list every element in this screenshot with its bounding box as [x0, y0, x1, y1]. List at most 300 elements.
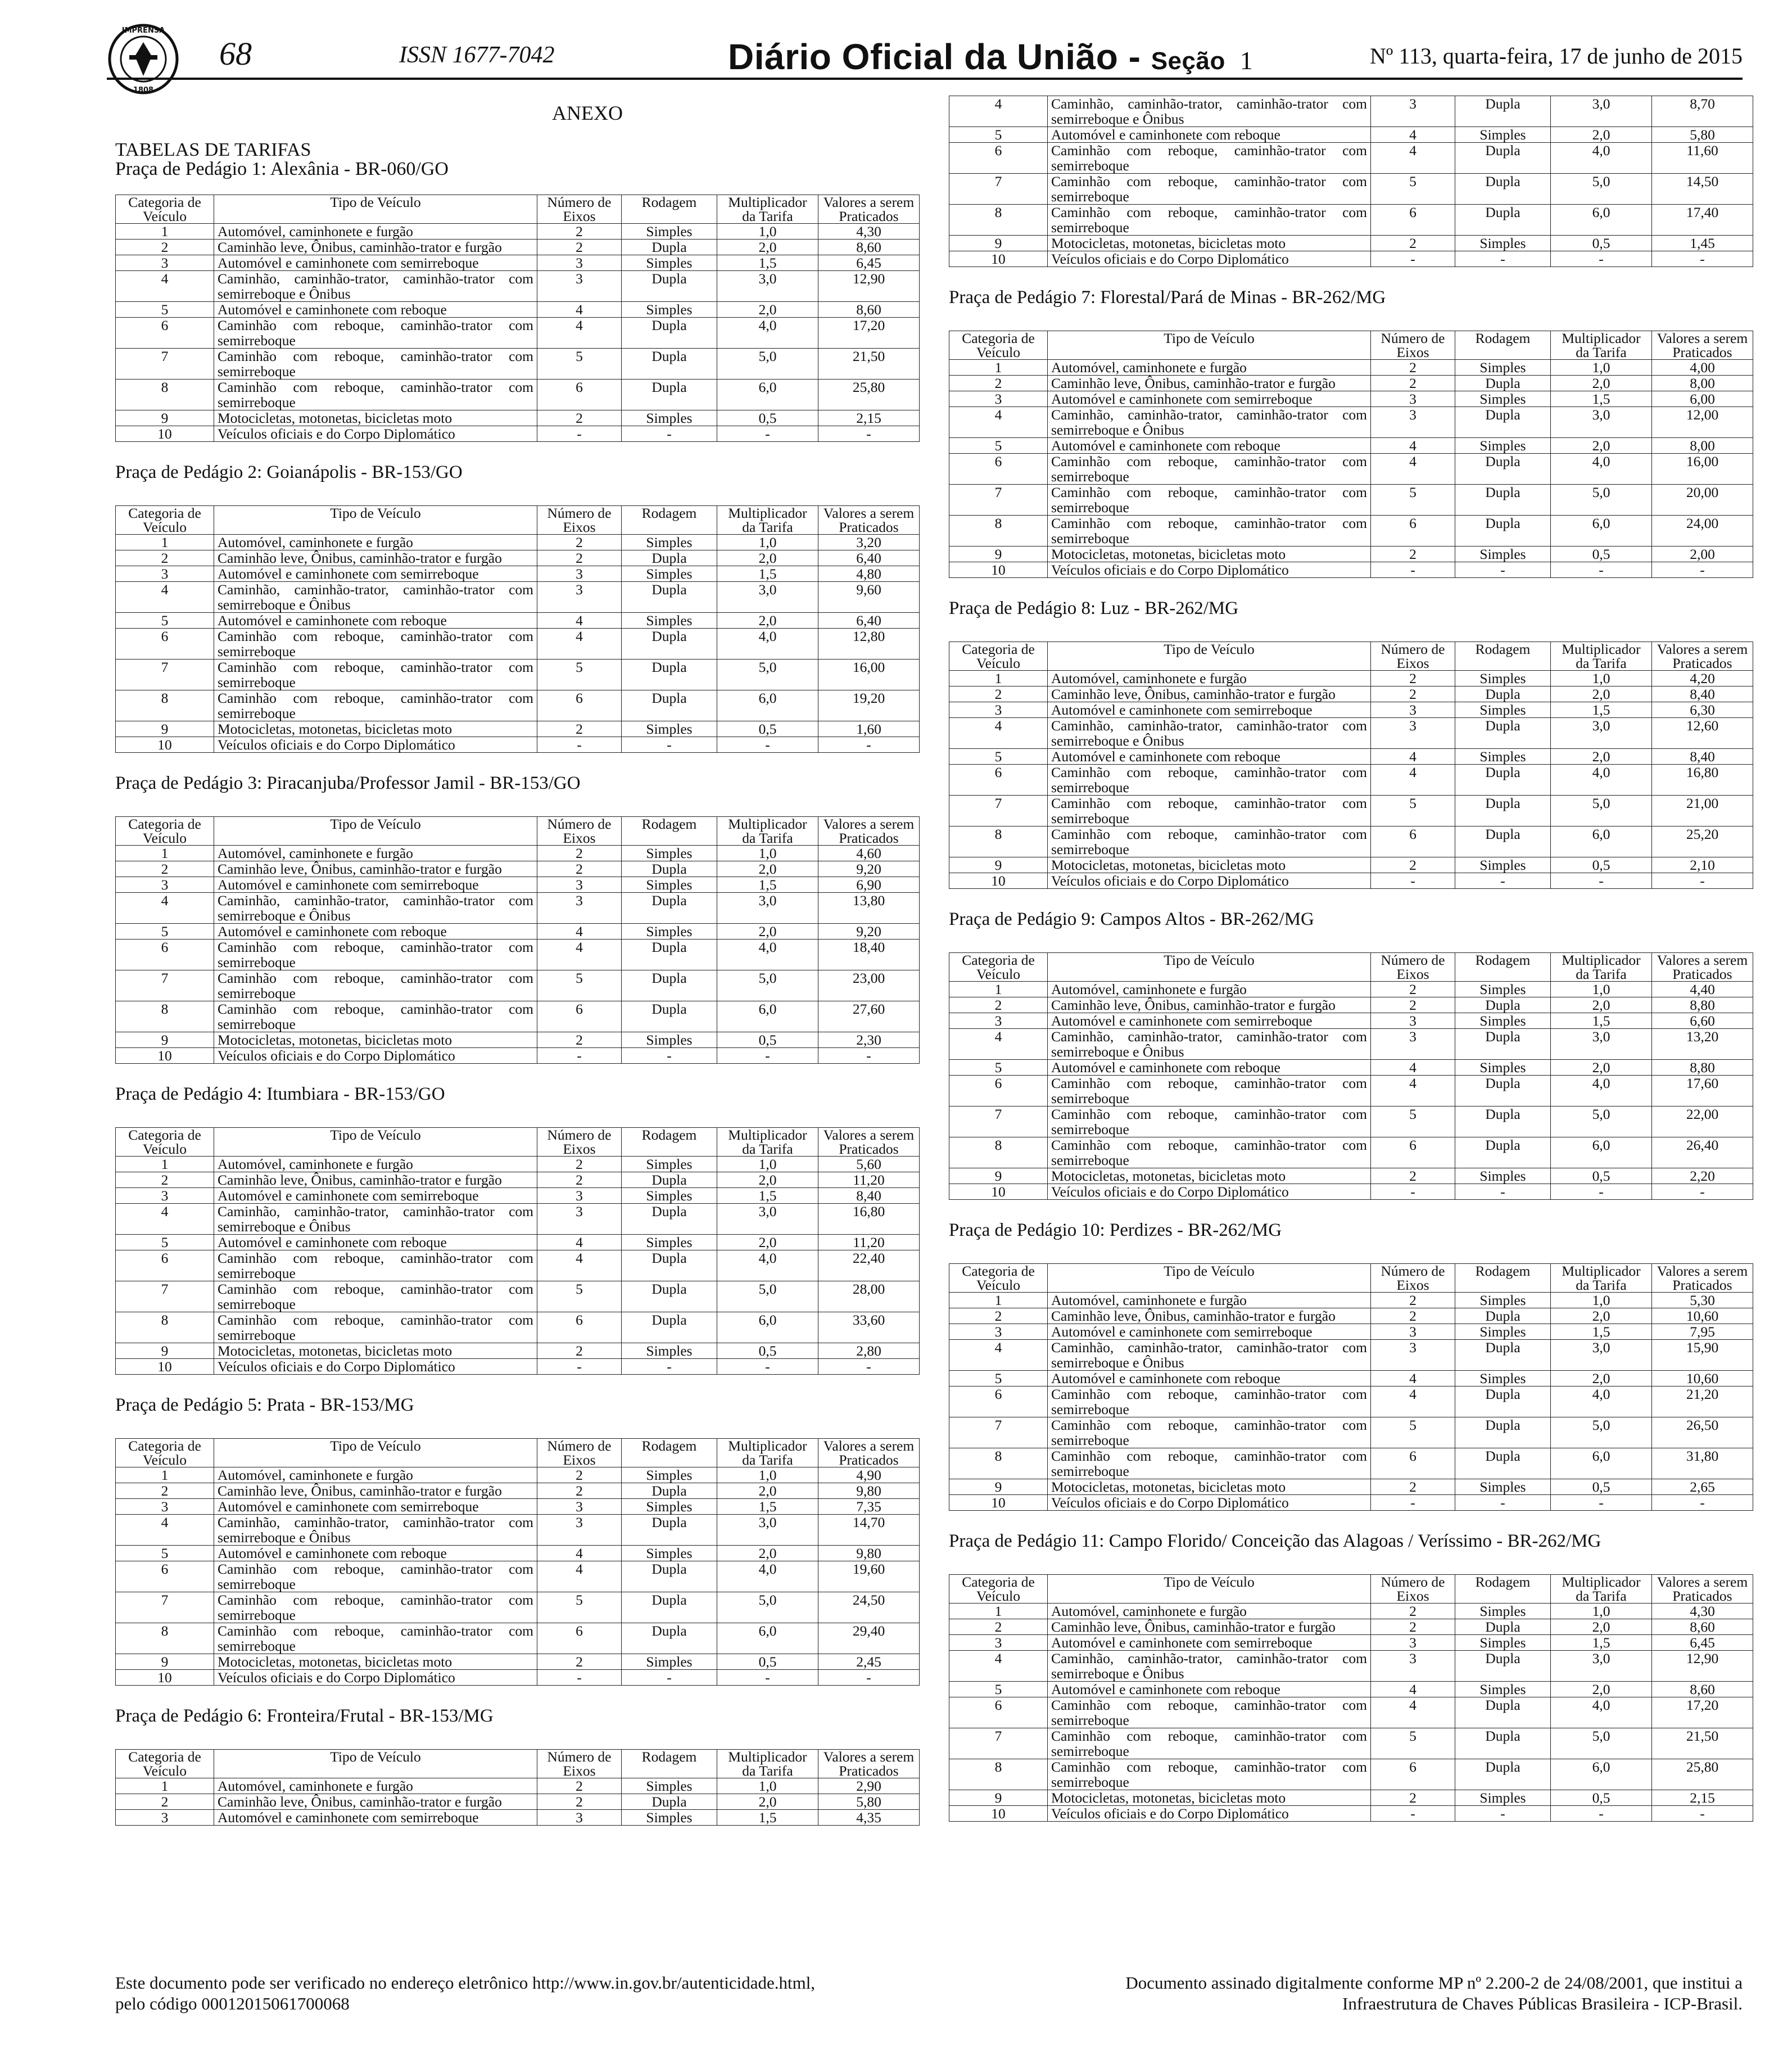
footer-signature-line-2: Infraestrutura de Chaves Públicas Brasileira - ICP-Brasil. [1342, 1994, 1743, 2013]
multiplier-cell: 5,0 [1551, 1728, 1652, 1759]
vehicle-type-cell: Caminhão com reboque, caminhão-trator com semirreboque [214, 380, 537, 410]
section-label: Seção [1151, 47, 1225, 75]
multiplier-cell: 1,5 [717, 566, 818, 582]
axles-cell: 2 [537, 1157, 622, 1172]
category-cell: 5 [116, 613, 214, 629]
vehicle-type-cell: Caminhão leve, Ônibus, caminhão-trator e furgão [1048, 686, 1371, 702]
wheels-cell: Simples [622, 1343, 717, 1359]
category-cell: 6 [949, 1697, 1048, 1728]
multiplier-header: Multiplicador da Tarifa [717, 1750, 818, 1778]
vehicle-type-cell: Motocicletas, motonetas, bicicletas moto [214, 1343, 537, 1359]
axles-cell: 3 [1371, 702, 1455, 718]
toll-table-plaza-1 [115, 195, 920, 442]
axles-cell: 5 [1371, 1728, 1455, 1759]
table-row [116, 1001, 920, 1032]
table-row [949, 1137, 1753, 1168]
axles-cell: 2 [1371, 1293, 1455, 1308]
value-cell: 8,60 [818, 302, 920, 318]
axles-cell: 6 [1371, 1448, 1455, 1479]
wheels-cell: Simples [622, 1654, 717, 1670]
value-cell: 5,80 [818, 1794, 920, 1810]
multiplier-cell: 2,0 [1551, 376, 1652, 391]
axles-cell: 3 [537, 893, 622, 924]
svg-text:IMPRENSA: IMPRENSA [121, 26, 165, 35]
axles-header: Número de Eixos [1371, 642, 1455, 671]
category-cell: 4 [949, 1651, 1048, 1682]
category-header: Categoria de Veículo [116, 1128, 214, 1157]
value-cell: 24,00 [1652, 516, 1753, 546]
table-row [949, 857, 1753, 873]
multiplier-header: Multiplicador da Tarifa [1551, 1264, 1652, 1293]
table-row [949, 516, 1753, 546]
wheels-cell: Simples [1455, 1168, 1551, 1184]
axles-cell: 4 [1371, 1386, 1455, 1417]
wheels-cell: Simples [622, 1499, 717, 1515]
category-cell: 9 [949, 1479, 1048, 1495]
main-title-block [115, 141, 919, 179]
wheels-cell: Dupla [1455, 485, 1551, 516]
vehicle-type-cell: Caminhão leve, Ônibus, caminhão-trator e furgão [214, 861, 537, 877]
value-cell: 2,65 [1652, 1479, 1753, 1495]
value-cell: - [1652, 562, 1753, 578]
multiplier-cell: 3,0 [1551, 96, 1652, 127]
multiplier-cell: 0,5 [1551, 1168, 1652, 1184]
table-row [949, 1293, 1753, 1308]
value-cell: 7,35 [818, 1499, 920, 1515]
wheels-cell: Dupla [622, 380, 717, 410]
axles-cell: 4 [537, 1546, 622, 1561]
table-header-row [949, 642, 1753, 671]
value-cell: 2,00 [1652, 546, 1753, 562]
wheels-header: Rodagem [622, 1128, 717, 1157]
axles-cell: 5 [537, 1281, 622, 1312]
vehicle-type-cell: Caminhão leve, Ônibus, caminhão-trator e furgão [214, 1794, 537, 1810]
category-cell: 6 [949, 454, 1048, 485]
vehicle-type-cell: Caminhão, caminhão-trator, caminhão-trator com semirreboque e Ônibus [214, 893, 537, 924]
wheels-cell: - [1455, 1495, 1551, 1511]
multiplier-cell: 0,5 [717, 410, 818, 426]
toll-table-plaza-10 [949, 1263, 1753, 1511]
value-cell: 5,60 [818, 1157, 920, 1172]
axles-cell: 2 [1371, 1604, 1455, 1619]
multiplier-header: Multiplicador da Tarifa [1551, 642, 1652, 671]
multiplier-cell: 3,0 [717, 271, 818, 302]
wheels-cell: Dupla [622, 1483, 717, 1499]
vehicle-type-cell: Caminhão, caminhão-trator, caminhão-trator com semirreboque e Ônibus [214, 1515, 537, 1546]
imprensa-nacional-seal-icon [107, 22, 180, 96]
table-row [949, 1013, 1753, 1029]
table-row [949, 826, 1753, 857]
wheels-header: Rodagem [1455, 331, 1551, 360]
multiplier-cell: 6,0 [717, 690, 818, 721]
value-cell: 4,00 [1652, 360, 1753, 376]
vehicle-type-cell: Motocicletas, motonetas, bicicletas moto [1048, 1168, 1371, 1184]
vehicle-type-cell: Motocicletas, motonetas, bicicletas moto [1048, 857, 1371, 873]
wheels-cell: Dupla [622, 318, 717, 349]
table-row [116, 1499, 920, 1515]
vehicle-type-cell: Motocicletas, motonetas, bicicletas moto [1048, 1790, 1371, 1806]
table-row [949, 1806, 1753, 1822]
axles-cell: 3 [537, 566, 622, 582]
axles-cell: 2 [537, 1032, 622, 1048]
axles-cell: 2 [1371, 376, 1455, 391]
table-row [949, 982, 1753, 997]
category-header: Categoria de Veículo [949, 331, 1048, 360]
category-cell: 1 [116, 1157, 214, 1172]
table-row [949, 174, 1753, 205]
wheels-cell: - [622, 426, 717, 442]
table-row [949, 236, 1753, 251]
axles-header: Número de Eixos [537, 195, 622, 224]
category-cell: 10 [949, 1806, 1048, 1822]
multiplier-cell: 3,0 [1551, 1340, 1652, 1371]
table-row [116, 1794, 920, 1810]
category-cell: 2 [949, 997, 1048, 1013]
category-cell: 8 [116, 1623, 214, 1654]
vehicle-type-cell: Automóvel, caminhonete e furgão [1048, 1293, 1371, 1308]
value-cell: 23,00 [818, 970, 920, 1001]
vehicle-type-cell: Caminhão com reboque, caminhão-trator com semirreboque [1048, 1106, 1371, 1137]
table-header-row [116, 1750, 920, 1778]
toll-table-plaza-4 [115, 1127, 920, 1375]
multiplier-cell: 1,5 [717, 255, 818, 271]
category-header: Categoria de Veículo [949, 953, 1048, 982]
table-row [949, 391, 1753, 407]
multiplier-cell: 2,0 [717, 302, 818, 318]
vehicle-type-cell: Motocicletas, motonetas, bicicletas moto [214, 1032, 537, 1048]
vehicle-type-cell: Automóvel e caminhonete com reboque [1048, 127, 1371, 143]
category-cell: 8 [116, 1001, 214, 1032]
value-cell: 21,50 [1652, 1728, 1753, 1759]
vehicle-type-cell: Automóvel e caminhonete com reboque [214, 613, 537, 629]
vehicle-type-cell: Caminhão leve, Ônibus, caminhão-trator e furgão [214, 1483, 537, 1499]
value-cell: 31,80 [1652, 1448, 1753, 1479]
vehicle-type-cell: Automóvel, caminhonete e furgão [1048, 671, 1371, 686]
vehicle-type-cell: Automóvel e caminhonete com reboque [214, 302, 537, 318]
table-row [949, 702, 1753, 718]
plaza-1-title: Praça de Pedágio 1: Alexânia - BR-060/GO [115, 159, 449, 179]
vehicle-type-header: Tipo de Veículo [214, 195, 537, 224]
table-row [949, 718, 1753, 749]
vehicle-type-cell: Automóvel e caminhonete com reboque [214, 1546, 537, 1561]
table-row [949, 1682, 1753, 1697]
axles-cell: 2 [1371, 997, 1455, 1013]
category-cell: 4 [116, 1515, 214, 1546]
vehicle-type-cell: Veículos oficiais e do Corpo Diplomático [1048, 562, 1371, 578]
axles-cell: - [1371, 1806, 1455, 1822]
vehicle-type-cell: Caminhão com reboque, caminhão-trator com semirreboque [1048, 516, 1371, 546]
table-row [949, 438, 1753, 454]
axles-cell: - [537, 1670, 622, 1686]
vehicle-type-cell: Veículos oficiais e do Corpo Diplomático [214, 426, 537, 442]
value-cell: 5,80 [1652, 127, 1753, 143]
value-cell: 16,00 [818, 660, 920, 690]
vehicle-type-cell: Automóvel, caminhonete e furgão [214, 1467, 537, 1483]
footer-verification-line-1: Este documento pode ser verificado no endereço eletrônico http://www.in.gov.br/autenticidade.html, [115, 1973, 816, 1993]
multiplier-cell: 5,0 [1551, 1417, 1652, 1448]
wheels-cell: Dupla [1455, 96, 1551, 127]
vehicle-type-header: Tipo de Veículo [214, 506, 537, 535]
table-row [116, 1561, 920, 1592]
wheels-header: Rodagem [1455, 1264, 1551, 1293]
category-header: Categoria de Veículo [116, 1439, 214, 1467]
axles-cell: 4 [1371, 1371, 1455, 1386]
wheels-cell: Simples [1455, 982, 1551, 997]
value-cell: 4,60 [818, 846, 920, 861]
vehicle-type-header: Tipo de Veículo [1048, 1264, 1371, 1293]
vehicle-type-cell: Caminhão com reboque, caminhão-trator com semirreboque [1048, 1448, 1371, 1479]
vehicle-type-cell: Automóvel e caminhonete com semirreboque [214, 1188, 537, 1204]
multiplier-header: Multiplicador da Tarifa [1551, 1575, 1652, 1604]
wheels-cell: - [1455, 873, 1551, 889]
vehicle-type-cell: Caminhão, caminhão-trator, caminhão-trator com semirreboque e Ônibus [1048, 718, 1371, 749]
axles-header: Número de Eixos [1371, 331, 1455, 360]
wheels-cell: Simples [622, 877, 717, 893]
wheels-cell: Dupla [622, 349, 717, 380]
vehicle-type-cell: Caminhão com reboque, caminhão-trator com semirreboque [214, 1592, 537, 1623]
plaza-11-title: Praça de Pedágio 11: Campo Florido/ Conceição das Alagoas / Veríssimo - BR-262/MG [949, 1531, 1601, 1551]
table-header-row [116, 1128, 920, 1157]
multiplier-cell: 0,5 [717, 1343, 818, 1359]
value-cell: 22,40 [818, 1250, 920, 1281]
multiplier-cell: 4,0 [1551, 143, 1652, 174]
table-row [116, 1623, 920, 1654]
table-row [949, 1651, 1753, 1682]
axles-cell: 6 [1371, 1759, 1455, 1790]
category-cell: 5 [116, 1546, 214, 1561]
table-row [116, 690, 920, 721]
wheels-cell: Dupla [1455, 826, 1551, 857]
vehicle-type-cell: Motocicletas, motonetas, bicicletas moto [1048, 546, 1371, 562]
plaza-6-title: Praça de Pedágio 6: Fronteira/Frutal - BR-153/MG [115, 1706, 494, 1726]
category-header: Categoria de Veículo [116, 506, 214, 535]
category-cell: 3 [116, 1188, 214, 1204]
category-cell: 4 [116, 1204, 214, 1235]
table-row [949, 749, 1753, 765]
multiplier-cell: 2,0 [717, 550, 818, 566]
table-row [116, 1546, 920, 1561]
toll-table-plaza-9 [949, 952, 1753, 1200]
vehicle-type-cell: Automóvel, caminhonete e furgão [214, 846, 537, 861]
table-row [949, 1386, 1753, 1417]
wheels-cell: Dupla [1455, 718, 1551, 749]
value-cell: 16,80 [818, 1204, 920, 1235]
value-cell: - [818, 1048, 920, 1064]
axles-cell: 3 [537, 271, 622, 302]
table-row [949, 485, 1753, 516]
category-cell: 10 [116, 1670, 214, 1686]
value-cell: 4,20 [1652, 671, 1753, 686]
table-row [949, 562, 1753, 578]
table-row [949, 143, 1753, 174]
value-cell: 7,95 [1652, 1324, 1753, 1340]
wheels-header: Rodagem [622, 1439, 717, 1467]
axles-cell: 2 [537, 1794, 622, 1810]
table-row [949, 127, 1753, 143]
axles-cell: 3 [1371, 1013, 1455, 1029]
wheels-cell: Simples [622, 224, 717, 240]
multiplier-cell: 5,0 [717, 1592, 818, 1623]
axles-cell: 2 [1371, 1479, 1455, 1495]
multiplier-cell: 6,0 [717, 1001, 818, 1032]
plaza-7-title: Praça de Pedágio 7: Florestal/Pará de Minas - BR-262/MG [949, 287, 1386, 308]
vehicle-type-cell: Automóvel e caminhonete com reboque [1048, 749, 1371, 765]
category-cell: 3 [116, 1499, 214, 1515]
value-cell: 3,20 [818, 535, 920, 550]
vehicle-type-cell: Automóvel e caminhonete com reboque [1048, 1060, 1371, 1076]
table-row [949, 205, 1753, 236]
table-row [949, 376, 1753, 391]
category-cell: 7 [116, 1281, 214, 1312]
table-row [116, 1312, 920, 1343]
wheels-cell: Simples [622, 566, 717, 582]
wheels-cell: Simples [622, 924, 717, 940]
axles-cell: 3 [1371, 96, 1455, 127]
wheels-cell: Dupla [1455, 1619, 1551, 1635]
category-cell: 1 [949, 1604, 1048, 1619]
multiplier-cell: 2,0 [1551, 1060, 1652, 1076]
axles-cell: 3 [537, 877, 622, 893]
wheels-cell: Dupla [1455, 1137, 1551, 1168]
vehicle-type-cell: Caminhão com reboque, caminhão-trator com semirreboque [214, 660, 537, 690]
category-cell: 8 [949, 516, 1048, 546]
table-row [116, 1654, 920, 1670]
category-cell: 8 [949, 1759, 1048, 1790]
wheels-cell: Dupla [622, 240, 717, 255]
multiplier-cell: 2,0 [1551, 997, 1652, 1013]
multiplier-cell: 4,0 [1551, 454, 1652, 485]
wheels-cell: Simples [1455, 1682, 1551, 1697]
wheels-cell: Dupla [622, 1623, 717, 1654]
axles-cell: 3 [1371, 407, 1455, 438]
multiplier-cell: 3,0 [1551, 718, 1652, 749]
category-cell: 6 [949, 765, 1048, 796]
value-cell: 12,00 [1652, 407, 1753, 438]
values-header: Valores a serem Praticados [1652, 953, 1753, 982]
value-cell: - [1652, 1184, 1753, 1200]
axles-cell: 4 [1371, 765, 1455, 796]
value-cell: 8,80 [1652, 997, 1753, 1013]
axles-cell: 4 [1371, 749, 1455, 765]
value-cell: - [1652, 1806, 1753, 1822]
category-cell: 4 [116, 893, 214, 924]
value-cell: 8,60 [818, 240, 920, 255]
category-cell: 10 [949, 873, 1048, 889]
axles-cell: 4 [537, 1235, 622, 1250]
value-cell: 2,30 [818, 1032, 920, 1048]
category-cell: 5 [949, 127, 1048, 143]
axles-cell: 3 [537, 255, 622, 271]
values-header: Valores a serem Praticados [1652, 1264, 1753, 1293]
table-header-row [949, 1575, 1753, 1604]
vehicle-type-cell: Caminhão leve, Ônibus, caminhão-trator e furgão [1048, 1619, 1371, 1635]
wheels-header: Rodagem [1455, 953, 1551, 982]
multiplier-cell: 1,5 [717, 877, 818, 893]
wheels-cell: Simples [622, 1778, 717, 1794]
multiplier-cell: - [1551, 1495, 1652, 1511]
category-cell: 4 [949, 1340, 1048, 1371]
axles-cell: 2 [537, 410, 622, 426]
axles-cell: - [1371, 1184, 1455, 1200]
values-header: Valores a serem Praticados [1652, 331, 1753, 360]
axles-cell: 6 [1371, 516, 1455, 546]
axles-cell: 2 [537, 1172, 622, 1188]
table-row [949, 1495, 1753, 1511]
vehicle-type-cell: Veículos oficiais e do Corpo Diplomático [214, 737, 537, 753]
multiplier-cell: 0,5 [1551, 546, 1652, 562]
vehicle-type-cell: Caminhão com reboque, caminhão-trator com semirreboque [1048, 1386, 1371, 1417]
wheels-cell: Simples [1455, 1604, 1551, 1619]
vehicle-type-cell: Caminhão com reboque, caminhão-trator com semirreboque [1048, 796, 1371, 826]
value-cell: 19,60 [818, 1561, 920, 1592]
vehicle-type-cell: Caminhão com reboque, caminhão-trator com semirreboque [214, 940, 537, 970]
multiplier-cell: 5,0 [1551, 485, 1652, 516]
vehicle-type-cell: Veículos oficiais e do Corpo Diplomático [1048, 1184, 1371, 1200]
table-row [116, 1343, 920, 1359]
wheels-cell: Simples [1455, 702, 1551, 718]
category-cell: 2 [949, 686, 1048, 702]
footer-verification [115, 1972, 815, 2014]
vehicle-type-cell: Motocicletas, motonetas, bicicletas moto [214, 1654, 537, 1670]
axles-cell: 5 [1371, 796, 1455, 826]
vehicle-type-cell: Automóvel e caminhonete com semirreboque [214, 255, 537, 271]
vehicle-type-cell: Veículos oficiais e do Corpo Diplomático [1048, 873, 1371, 889]
wheels-cell: Dupla [1455, 1386, 1551, 1417]
multiplier-cell: 3,0 [1551, 1029, 1652, 1060]
values-header: Valores a serem Praticados [818, 506, 920, 535]
axles-cell: 2 [537, 1467, 622, 1483]
multiplier-cell: 4,0 [717, 629, 818, 660]
vehicle-type-cell: Caminhão com reboque, caminhão-trator com semirreboque [214, 349, 537, 380]
axles-cell: 2 [1371, 982, 1455, 997]
annex-label: ANEXO [552, 102, 623, 124]
wheels-cell: Dupla [622, 861, 717, 877]
wheels-cell: Simples [622, 1810, 717, 1826]
multiplier-cell: 4,0 [717, 940, 818, 970]
axles-cell: 2 [537, 721, 622, 737]
category-cell: 5 [949, 1682, 1048, 1697]
multiplier-cell: 0,5 [717, 1032, 818, 1048]
table-header-row [116, 817, 920, 846]
vehicle-type-cell: Caminhão com reboque, caminhão-trator com semirreboque [214, 970, 537, 1001]
table-row [116, 1281, 920, 1312]
multiplier-header: Multiplicador da Tarifa [717, 195, 818, 224]
plaza-2-title: Praça de Pedágio 2: Goianápolis - BR-153/GO [115, 462, 463, 482]
edition-info: Nº 113, quarta-feira, 17 de junho de 2015 [1370, 43, 1743, 69]
vehicle-type-cell: Caminhão, caminhão-trator, caminhão-trator com semirreboque e Ônibus [1048, 96, 1371, 127]
multiplier-header: Multiplicador da Tarifa [1551, 953, 1652, 982]
multiplier-cell: 1,0 [717, 224, 818, 240]
table-row [116, 318, 920, 349]
table-row [949, 1106, 1753, 1137]
wheels-cell: Simples [622, 1157, 717, 1172]
multiplier-cell: 2,0 [717, 613, 818, 629]
category-cell: 6 [116, 1561, 214, 1592]
category-cell: 4 [949, 1029, 1048, 1060]
category-cell: 2 [949, 376, 1048, 391]
value-cell: 8,70 [1652, 96, 1753, 127]
category-cell: 2 [116, 1483, 214, 1499]
vehicle-type-cell: Caminhão com reboque, caminhão-trator com semirreboque [1048, 1076, 1371, 1106]
multiplier-cell: 1,0 [1551, 982, 1652, 997]
multiplier-cell: 2,0 [1551, 686, 1652, 702]
table-row [116, 1592, 920, 1623]
category-cell: 7 [116, 1592, 214, 1623]
axles-cell: - [537, 737, 622, 753]
category-cell: 6 [949, 1386, 1048, 1417]
toll-table-plaza-3 [115, 816, 920, 1064]
value-cell: 18,40 [818, 940, 920, 970]
